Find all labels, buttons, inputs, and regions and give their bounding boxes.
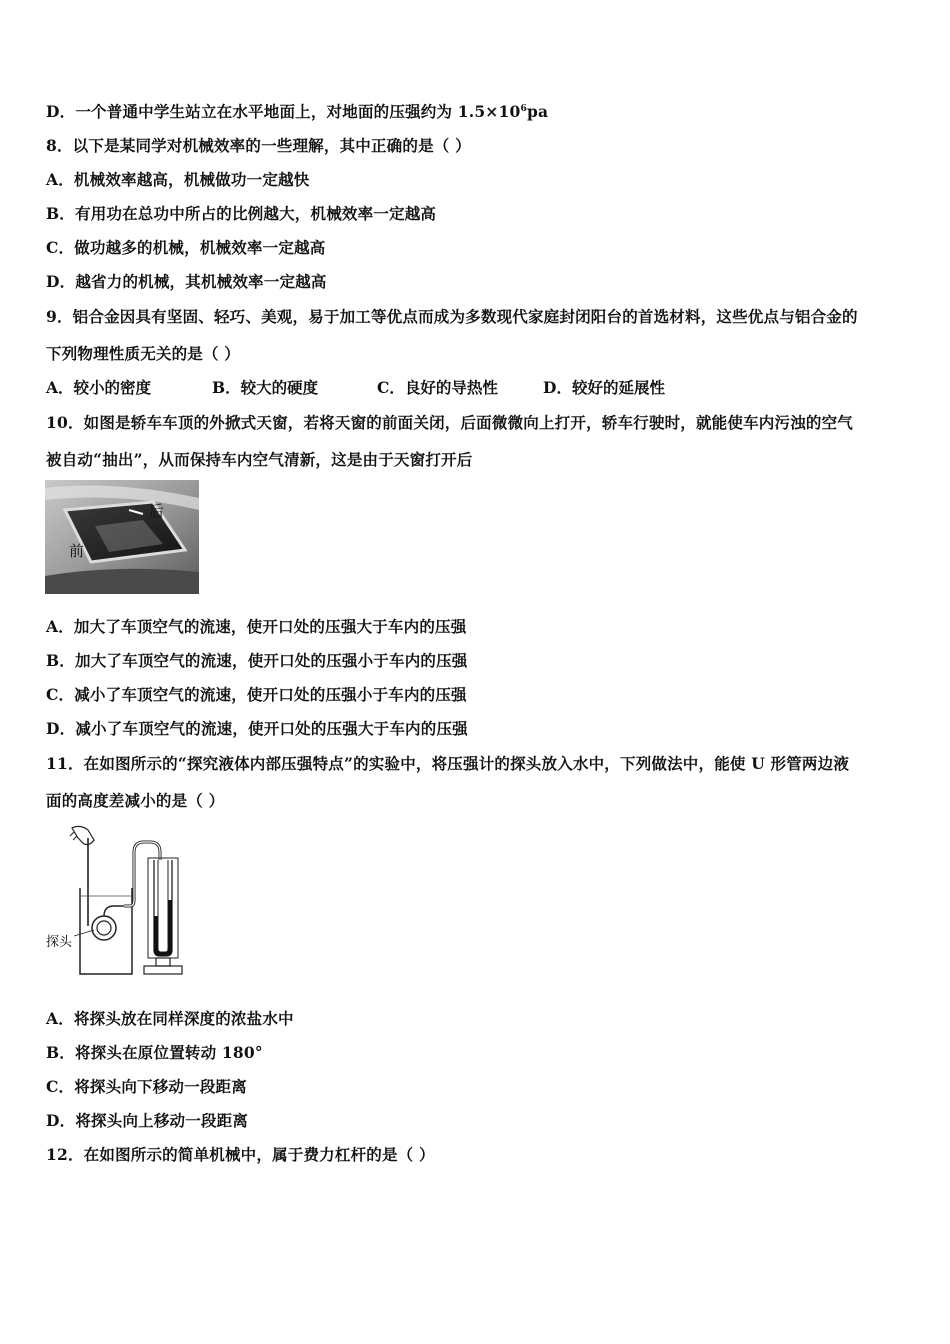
q8-stem: 8．以下是某同学对机械效率的一些理解，其中正确的是（ ） bbox=[46, 136, 471, 155]
probe-label-pointer bbox=[74, 930, 94, 936]
q9-stem-line2: 下列物理性质无关的是（ ） bbox=[46, 344, 240, 363]
label-probe: 探头 bbox=[46, 935, 73, 950]
q10-option-c: C．减小了车顶空气的流速，使开口处的压强小于车内的压强 bbox=[46, 685, 467, 704]
q10-stem-line1: 10．如图是轿车车顶的外掀式天窗，若将天窗的前面关闭，后面微微向上打开，轿车行驶时，就能使车内污浊的空气 bbox=[46, 413, 853, 432]
u-tube-inner-wall bbox=[158, 860, 168, 952]
hand-shape bbox=[72, 826, 94, 844]
q7-option-d-unit: pa bbox=[526, 102, 549, 121]
liquid-left-column bbox=[154, 916, 158, 950]
q8-option-a: A．机械效率越高，机械做功一定越快 bbox=[46, 170, 310, 189]
q10-option-b: B．加大了车顶空气的流速，使开口处的压强小于车内的压强 bbox=[46, 651, 468, 670]
q11-option-c: C．将探头向下移动一段距离 bbox=[46, 1077, 247, 1096]
sunroof-figure bbox=[45, 480, 199, 594]
q9-option-d: D．较好的延展性 bbox=[543, 378, 665, 397]
u-tube-board bbox=[148, 858, 178, 958]
label-front: 前 bbox=[69, 542, 85, 560]
q9-option-a: A．较小的密度 bbox=[46, 378, 152, 397]
q10-stem-line2: 被自动“抽出”，从而保持车内空气清新，这是由于天窗打开后 bbox=[46, 450, 473, 469]
q10-option-d: D．减小了车顶空气的流速，使开口处的压强大于车内的压强 bbox=[46, 719, 468, 738]
label-back: 后 bbox=[149, 502, 165, 520]
q11-stem-line1: 11．在如图所示的“探究液体内部压强特点”的实验中，将压强计的探头放入水中，下列做法中，能使 U 形管两边液 bbox=[46, 754, 850, 773]
q7-option-d bbox=[46, 102, 548, 122]
liquid-right-column bbox=[168, 900, 172, 950]
q9-option-b: B．较大的硬度 bbox=[212, 378, 319, 397]
stand-neck bbox=[156, 958, 170, 966]
q11-stem-line2: 面的高度差减小的是（ ） bbox=[46, 791, 225, 810]
finger-lines bbox=[70, 832, 77, 840]
q7-option-d-text: D．一个普通中学生站立在水平地面上，对地面的压强约为 1.5×10 bbox=[46, 102, 521, 121]
q12-stem: 12．在如图所示的简单机械中，属于费力杠杆的是（ ） bbox=[46, 1145, 435, 1164]
q9-option-c: C．良好的导热性 bbox=[377, 378, 498, 397]
q8-option-b: B．有用功在总功中所占的比例越大，机械效率一定越高 bbox=[46, 204, 437, 223]
q10-option-a: A．加大了车顶空气的流速，使开口处的压强大于车内的压强 bbox=[46, 617, 467, 636]
pressure-gauge-figure bbox=[44, 822, 194, 982]
liquid-bottom bbox=[154, 949, 172, 956]
probe-inner-circle bbox=[97, 921, 111, 935]
q9-stem-line1: 9．铝合金因具有坚固、轻巧、美观，易于加工等优点而成为多数现代家庭封闭阳台的首选材料，这些优点与铝合金的 bbox=[46, 307, 858, 326]
probe-connector bbox=[104, 906, 124, 916]
q7-option-d-exponent: 6 bbox=[520, 104, 527, 114]
q8-option-c: C．做功越多的机械，机械效率一定越高 bbox=[46, 238, 326, 257]
q11-option-d: D．将探头向上移动一段距离 bbox=[46, 1111, 249, 1130]
stand-base bbox=[144, 966, 182, 974]
q8-option-d: D．越省力的机械，其机械效率一定越高 bbox=[46, 272, 327, 291]
q11-option-b: B．将探头在原位置转动 180° bbox=[46, 1043, 263, 1062]
q11-option-a: A．将探头放在同样深度的浓盐水中 bbox=[46, 1009, 294, 1028]
